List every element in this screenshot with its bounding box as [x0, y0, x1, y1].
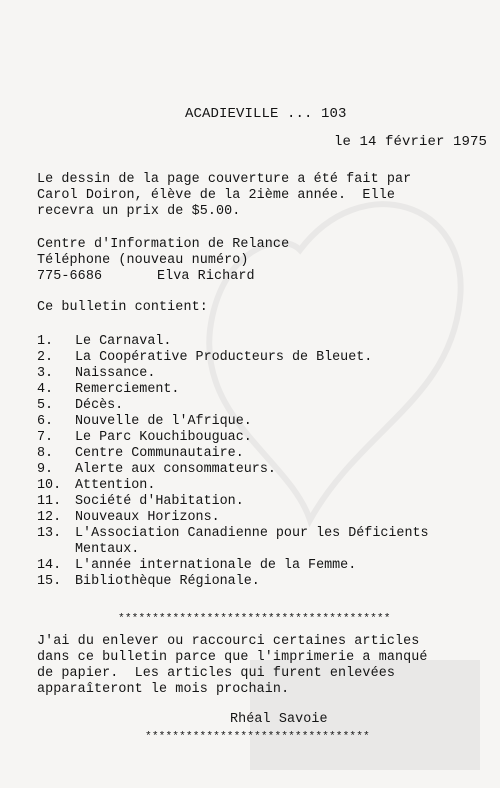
item-number: 13. — [37, 526, 62, 541]
closing-line: apparaîteront le mois prochain. — [37, 682, 290, 697]
contents-heading: Ce bulletin contient: — [37, 300, 208, 315]
intro-line: Carol Doiron, élève de la 2ième année. Elle — [37, 188, 395, 203]
intro-line: recevra un prix de $5.00. — [37, 204, 241, 219]
item-text: Société d'Habitation. — [75, 494, 244, 509]
signature: Rhéal Savoie — [230, 712, 328, 727]
item-text: Centre Communautaire. — [75, 446, 244, 461]
item-number: 9. — [37, 462, 54, 477]
bulletin-title: ACADIEVILLE ... 103 — [185, 106, 347, 122]
item-number: 4. — [37, 382, 54, 397]
contact-phone-label: Téléphone (nouveau numéro) — [37, 253, 249, 268]
contact-phone-number: 775-6686 — [37, 269, 103, 284]
item-number: 5. — [37, 398, 54, 413]
item-text: Le Carnaval. — [75, 334, 172, 349]
item-text: Le Parc Kouchibouguac. — [75, 430, 252, 445]
bottom-separator-line: ********************************* — [145, 731, 370, 743]
item-text: Mentaux. — [75, 542, 140, 557]
item-text: Naissance. — [75, 366, 156, 381]
intro-line: Le dessin de la page couverture a été fait par — [37, 172, 412, 187]
item-number: 3. — [37, 366, 54, 381]
contact-org: Centre d'Information de Relance — [37, 237, 290, 252]
item-text: La Coopérative Producteurs de Bleuet. — [75, 350, 373, 365]
contact-name: Elva Richard — [157, 269, 255, 284]
separator-line: **************************************** — [118, 613, 391, 625]
item-text: L'Association Canadienne pour les Déficients — [75, 526, 429, 541]
item-text: Décès. — [75, 398, 124, 413]
item-number: 10. — [37, 478, 62, 493]
item-text: Bibliothèque Régionale. — [75, 574, 260, 589]
item-number: 15. — [37, 574, 62, 589]
item-number: 1. — [37, 334, 54, 349]
item-number: 11. — [37, 494, 62, 509]
item-number: 8. — [37, 446, 54, 461]
item-text: Alerte aux consommateurs. — [75, 462, 276, 477]
item-number: 6. — [37, 414, 54, 429]
item-number: 14. — [37, 558, 62, 573]
item-text: Nouveaux Horizons. — [75, 510, 220, 525]
item-text: L'année internationale de la Femme. — [75, 558, 357, 573]
item-text: Remerciement. — [75, 382, 180, 397]
closing-line: J'ai du enlever ou raccourci certaines articles — [37, 634, 420, 649]
item-number: 7. — [37, 430, 54, 445]
item-number: 12. — [37, 510, 62, 525]
item-text: Nouvelle de l'Afrique. — [75, 414, 252, 429]
closing-line: dans ce bulletin parce que l'imprimerie a manqué — [37, 650, 428, 665]
closing-line: de papier. Les articles qui furent enlevées — [37, 666, 395, 681]
bulletin-date: le 14 février 1975 — [334, 134, 488, 150]
item-text: Attention. — [75, 478, 156, 493]
item-number: 2. — [37, 350, 54, 365]
